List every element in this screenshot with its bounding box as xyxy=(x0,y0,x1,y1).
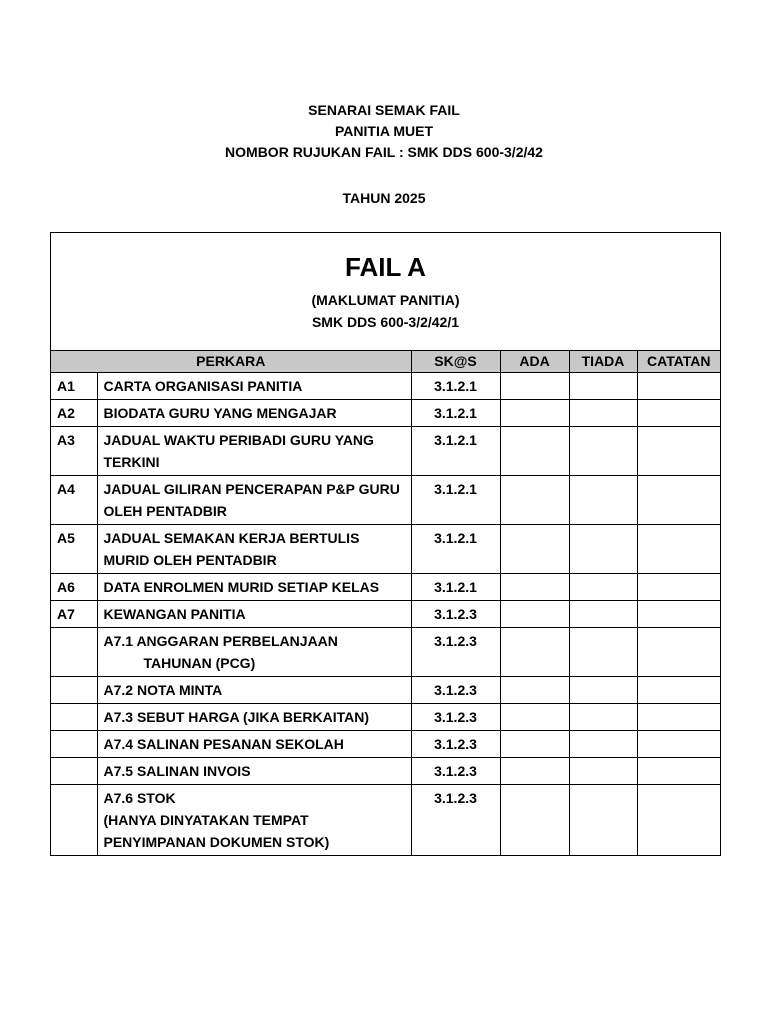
tiada-cell[interactable] xyxy=(569,704,637,731)
catatan-cell[interactable] xyxy=(637,601,720,628)
header-perkara: PERKARA xyxy=(51,351,411,373)
tiada-cell[interactable] xyxy=(569,785,637,856)
row-code: A6 xyxy=(51,574,97,601)
ada-cell[interactable] xyxy=(500,731,569,758)
tiada-cell[interactable] xyxy=(569,525,637,574)
catatan-cell[interactable] xyxy=(637,758,720,785)
ada-cell[interactable] xyxy=(500,704,569,731)
tiada-cell[interactable] xyxy=(569,731,637,758)
tiada-cell[interactable] xyxy=(569,601,637,628)
ada-cell[interactable] xyxy=(500,758,569,785)
row-sk: 3.1.2.3 xyxy=(411,601,500,628)
row-item: JADUAL SEMAKAN KERJA BERTULIS MURID OLEH PENTADBIR xyxy=(97,525,411,574)
table-row xyxy=(51,677,720,704)
table-row xyxy=(51,476,720,525)
row-sk: 3.1.2.3 xyxy=(411,785,500,856)
tiada-cell[interactable] xyxy=(569,574,637,601)
row-sk: 3.1.2.3 xyxy=(411,628,500,677)
row-sk: 3.1.2.1 xyxy=(411,427,500,476)
document-header xyxy=(0,100,768,209)
table-row xyxy=(51,373,720,400)
fail-frame xyxy=(50,232,721,856)
row-sk: 3.1.2.3 xyxy=(411,677,500,704)
row-item-continuation: TAHUNAN (PCG) xyxy=(143,655,256,671)
tiada-cell[interactable] xyxy=(569,427,637,476)
row-sk: 3.1.2.1 xyxy=(411,476,500,525)
row-sk: 3.1.2.3 xyxy=(411,704,500,731)
ada-cell[interactable] xyxy=(500,525,569,574)
row-item: A7.5 SALINAN INVOIS xyxy=(97,758,411,785)
header-gap xyxy=(0,163,768,188)
ada-cell[interactable] xyxy=(500,400,569,427)
table-header-row xyxy=(51,351,720,373)
table-row xyxy=(51,758,720,785)
row-code xyxy=(51,758,97,785)
catatan-cell[interactable] xyxy=(637,427,720,476)
row-sk: 3.1.2.1 xyxy=(411,400,500,427)
header-panel-name: PANITIA MUET xyxy=(335,123,433,139)
row-code: A3 xyxy=(51,427,97,476)
row-code: A2 xyxy=(51,400,97,427)
row-item: CARTA ORGANISASI PANITIA xyxy=(97,373,411,400)
catatan-cell[interactable] xyxy=(637,574,720,601)
header-ada: ADA xyxy=(500,351,569,373)
catatan-cell[interactable] xyxy=(637,628,720,677)
table-row xyxy=(51,628,720,677)
table-row xyxy=(51,731,720,758)
ada-cell[interactable] xyxy=(500,373,569,400)
header-sk: SK@S xyxy=(411,351,500,373)
catatan-cell[interactable] xyxy=(637,677,720,704)
row-code: A5 xyxy=(51,525,97,574)
tiada-cell[interactable] xyxy=(569,677,637,704)
row-sk: 3.1.2.1 xyxy=(411,525,500,574)
catatan-cell[interactable] xyxy=(637,731,720,758)
fail-subtitle: (MAKLUMAT PANITIA) xyxy=(311,292,460,308)
header-file-reference: NOMBOR RUJUKAN FAIL : SMK DDS 600-3/2/42 xyxy=(225,144,543,160)
row-code: A1 xyxy=(51,373,97,400)
row-item: JADUAL WAKTU PERIBADI GURU YANG TERKINI xyxy=(97,427,411,476)
catatan-cell[interactable] xyxy=(637,400,720,427)
fail-title-box xyxy=(51,233,720,351)
checklist-table xyxy=(51,351,720,855)
row-item: A7.4 SALINAN PESANAN SEKOLAH xyxy=(97,731,411,758)
row-code: A4 xyxy=(51,476,97,525)
row-item: KEWANGAN PANITIA xyxy=(97,601,411,628)
ada-cell[interactable] xyxy=(500,785,569,856)
header-catatan: CATATAN xyxy=(637,351,720,373)
row-code xyxy=(51,704,97,731)
ada-cell[interactable] xyxy=(500,628,569,677)
row-item-main: A7.6 STOK xyxy=(103,790,176,806)
row-code: A7 xyxy=(51,601,97,628)
table-row xyxy=(51,574,720,601)
row-code xyxy=(51,785,97,856)
tiada-cell[interactable] xyxy=(569,628,637,677)
catatan-cell[interactable] xyxy=(637,373,720,400)
tiada-cell[interactable] xyxy=(569,758,637,785)
tiada-cell[interactable] xyxy=(569,476,637,525)
row-item: BIODATA GURU YANG MENGAJAR xyxy=(97,400,411,427)
table-row xyxy=(51,400,720,427)
ada-cell[interactable] xyxy=(500,476,569,525)
table-row xyxy=(51,785,720,856)
row-item: DATA ENROLMEN MURID SETIAP KELAS xyxy=(97,574,411,601)
row-sk: 3.1.2.1 xyxy=(411,373,500,400)
row-sk: 3.1.2.3 xyxy=(411,758,500,785)
ada-cell[interactable] xyxy=(500,677,569,704)
header-title: SENARAI SEMAK FAIL xyxy=(308,102,460,118)
header-tiada: TIADA xyxy=(569,351,637,373)
table-row xyxy=(51,427,720,476)
row-item: A7.2 NOTA MINTA xyxy=(97,677,411,704)
table-row xyxy=(51,601,720,628)
row-code xyxy=(51,731,97,758)
row-code xyxy=(51,677,97,704)
catatan-cell[interactable] xyxy=(637,704,720,731)
table-row xyxy=(51,525,720,574)
ada-cell[interactable] xyxy=(500,574,569,601)
catatan-cell[interactable] xyxy=(637,785,720,856)
fail-reference: SMK DDS 600-3/2/42/1 xyxy=(311,314,460,330)
row-item: JADUAL GILIRAN PENCERAPAN P&P GURU OLEH PENTADBIR xyxy=(97,476,411,525)
row-item: A7.3 SEBUT HARGA (JIKA BERKAITAN) xyxy=(97,704,411,731)
row-sk: 3.1.2.1 xyxy=(411,574,500,601)
row-code xyxy=(51,628,97,677)
row-item xyxy=(97,628,411,677)
header-year: TAHUN 2025 xyxy=(342,190,426,206)
fail-title: FAIL A xyxy=(345,252,426,282)
tiada-cell[interactable] xyxy=(569,400,637,427)
table-row xyxy=(51,704,720,731)
row-item xyxy=(97,785,411,856)
ada-cell[interactable] xyxy=(500,601,569,628)
row-sk: 3.1.2.3 xyxy=(411,731,500,758)
row-item-note: (HANYA DINYATAKAN TEMPAT PENYIMPANAN DOKUMEN STOK) xyxy=(103,812,330,850)
tiada-cell[interactable] xyxy=(569,373,637,400)
catatan-cell[interactable] xyxy=(637,476,720,525)
catatan-cell[interactable] xyxy=(637,525,720,574)
ada-cell[interactable] xyxy=(500,427,569,476)
row-item-main: A7.1 ANGGARAN PERBELANJAAN xyxy=(103,633,338,649)
